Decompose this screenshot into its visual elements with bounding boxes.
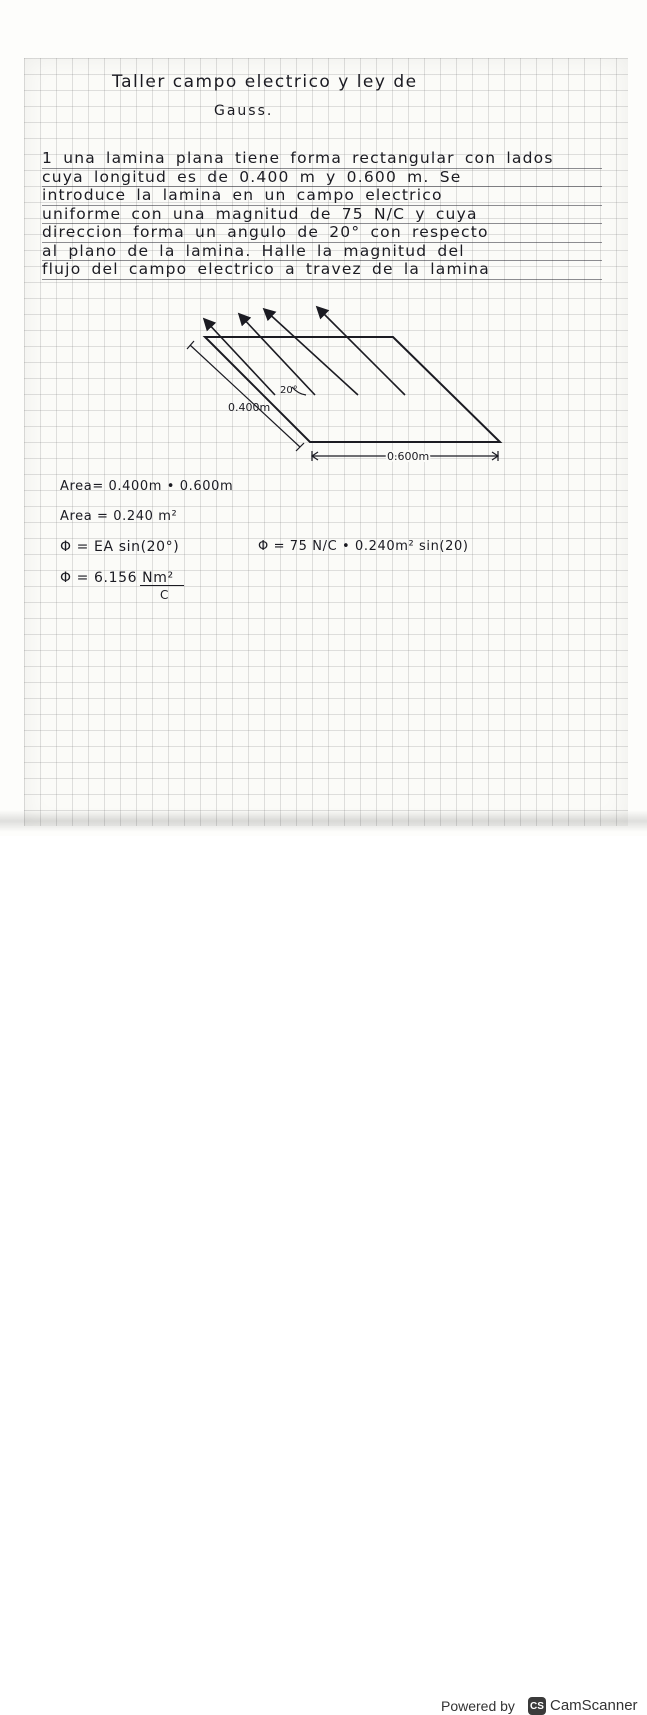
title-line-1: Taller campo electrico y ley de bbox=[112, 72, 418, 92]
title-line-2: Gauss. bbox=[214, 103, 274, 119]
camscanner-logo-icon: CS bbox=[528, 1697, 546, 1715]
problem-line: 1 una lamina plana tiene forma rectangular con lados bbox=[42, 150, 602, 169]
area-expression: Area= 0.400m • 0.600m bbox=[60, 479, 234, 494]
side-label-a: 0.400m bbox=[228, 401, 271, 414]
problem-line: al plano de la lamina. Halle la magnitud del bbox=[42, 243, 602, 262]
area-result: Area = 0.240 m² bbox=[60, 509, 178, 524]
field-arrow bbox=[318, 308, 405, 395]
flux-result: Φ = 6.156 Nm² bbox=[60, 570, 174, 586]
problem-line: cuya longitud es de 0.400 m y 0.600 m. Se bbox=[42, 169, 602, 188]
problem-line: uniforme con una magnitud de 75 N/C y cuya bbox=[42, 206, 602, 225]
powered-by-text: Powered by bbox=[441, 1698, 515, 1714]
flux-formula: Φ = EA sin(20°) bbox=[60, 539, 180, 555]
field-arrow bbox=[205, 320, 275, 395]
flux-substitution: Φ = 75 N/C • 0.240m² sin(20) bbox=[258, 539, 469, 554]
problem-line: flujo del campo electrico a travez de la lamina bbox=[42, 261, 602, 280]
fraction-bar bbox=[140, 585, 184, 586]
flux-result-denominator: C bbox=[160, 588, 170, 602]
angle-label: 20° bbox=[280, 385, 298, 396]
field-arrow bbox=[265, 310, 358, 395]
problem-line: direccion forma un angulo de 20° con respecto bbox=[42, 224, 602, 243]
problem-line: introduce la lamina en un campo electrico bbox=[42, 187, 602, 206]
scanner-footer bbox=[0, 836, 647, 1714]
side-label-b: 0.600m bbox=[387, 450, 430, 463]
camscanner-brand: CamScanner bbox=[550, 1697, 638, 1714]
